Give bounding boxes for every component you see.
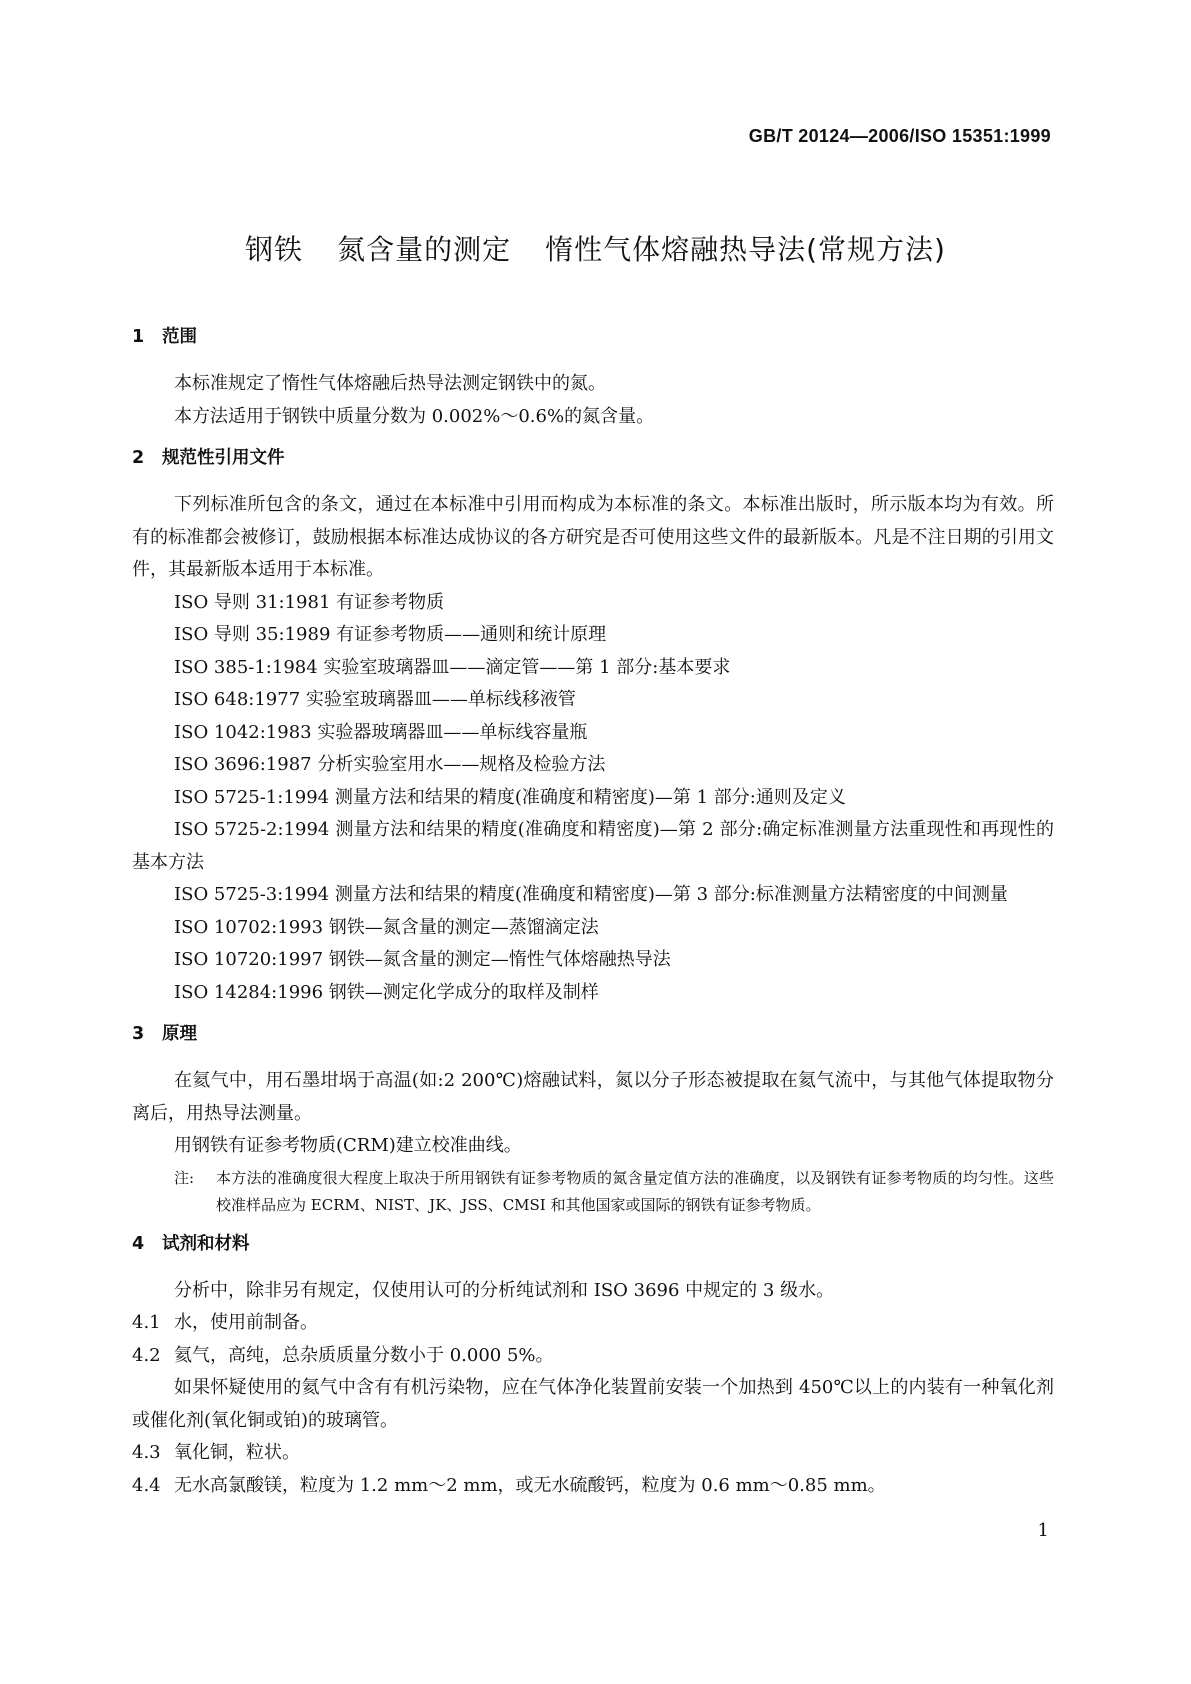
reference-item: ISO 3696:1987 分析实验室用水——规格及检验方法 <box>174 754 606 775</box>
document-body <box>132 322 1054 1502</box>
paragraph: 用钢铁有证参考物质(CRM)建立校准曲线。 <box>174 1135 522 1156</box>
subsection-item: 4.1 水，使用前制备。 <box>132 1312 318 1333</box>
subsection-item: 4.3 氧化铜，粒状。 <box>132 1442 300 1463</box>
note-text: 本方法的准确度很大程度上取决于所用钢铁有证参考物质的氮含量定值方法的准确度，以及钢铁有证参考物质的均匀性。这些校准样品应为 ECRM、NIST、JK、JSS、CMSI 和其他国家或国际的钢铁有证参考物质。 <box>216 1168 1054 1214</box>
reference-item: ISO 5725-3:1994 测量方法和结果的精度(准确度和精密度)—第 3 部分:标准测量方法精密度的中间测量 <box>174 884 1008 905</box>
reference-item: ISO 1042:1983 实验器玻璃器皿——单标线容量瓶 <box>174 721 588 743</box>
reference-item: ISO 导则 35:1989 有证参考物质——通则和统计原理 <box>174 624 607 645</box>
reference-item: ISO 5725-1:1994 测量方法和结果的精度(准确度和精密度)—第 1 部分:通则及定义 <box>174 786 846 808</box>
note-label: 注: <box>174 1168 195 1187</box>
reference-item: ISO 10720:1997 钢铁—氮含量的测定—惰性气体熔融热导法 <box>174 949 671 970</box>
title-part-1: 钢铁 <box>245 233 304 266</box>
section-heading: 4 试剂和材料 <box>132 1233 250 1254</box>
reference-item: ISO 385-1:1984 实验室玻璃器皿——滴定管——第 1 部分:基本要求 <box>174 656 731 678</box>
reference-item: ISO 导则 31:1981 有证参考物质 <box>174 591 445 613</box>
subsection-item: 4.2 氦气，高纯，总杂质质量分数小于 0.000 5%。 <box>132 1344 554 1366</box>
paragraph: 下列标准所包含的条文，通过在本标准中引用而构成为本标准的条文。本标准出版时，所示版本均为有效。所有的标准都会被修订，鼓励根据本标准达成协议的各方研究是否可使用这些文件的最新版本。凡是不注日期的引用文件，其最新版本适用于本标准。 <box>132 494 1054 580</box>
paragraph: 如果怀疑使用的氦气中含有有机污染物，应在气体净化装置前安装一个加热到 450℃以上的内装有一种氧化剂或催化剂(氧化铜或铂)的玻璃管。 <box>132 1377 1054 1431</box>
paragraph: 在氦气中，用石墨坩埚于高温(如:2 200℃)熔融试料，氮以分子形态被提取在氦气流中，与其他气体提取物分离后，用热导法测量。 <box>132 1070 1054 1124</box>
reference-item: ISO 14284:1996 钢铁—测定化学成分的取样及制样 <box>174 981 599 1003</box>
section-heading: 3 原理 <box>132 1024 197 1044</box>
page-number: 1 <box>1037 1520 1049 1541</box>
reference-item: ISO 648:1977 实验室玻璃器皿——单标线移液管 <box>174 689 576 710</box>
paragraph: 本标准规定了惰性气体熔融后热导法测定钢铁中的氮。 <box>174 373 606 394</box>
document-id: GB/T 20124—2006/ISO 15351:1999 <box>748 126 1051 146</box>
reference-item: ISO 5725-2:1994 测量方法和结果的精度(准确度和精密度)—第 2 部分:确定标准测量方法重现性和再现性的基本方法 <box>132 819 1054 873</box>
document-title <box>0 228 1191 268</box>
title-part-3: 惰性气体熔融热导法(常规方法) <box>545 233 946 266</box>
paragraph: 分析中，除非另有规定，仅使用认可的分析纯试剂和 ISO 3696 中规定的 3 级水。 <box>174 1279 835 1301</box>
title-part-2: 氮含量的测定 <box>337 233 512 266</box>
subsection-item: 4.4 无水高氯酸镁，粒度为 1.2 mm～2 mm，或无水硫酸钙，粒度为 0.6 mm～0.85 mm。 <box>132 1474 886 1496</box>
reference-item: ISO 10702:1993 钢铁—氮含量的测定—蒸馏滴定法 <box>174 916 599 938</box>
section-heading: 2 规范性引用文件 <box>132 448 285 468</box>
paragraph: 本方法适用于钢铁中质量分数为 0.002%～0.6%的氮含量。 <box>174 405 655 427</box>
section-heading: 1 范围 <box>132 327 197 347</box>
note <box>132 1165 1054 1219</box>
